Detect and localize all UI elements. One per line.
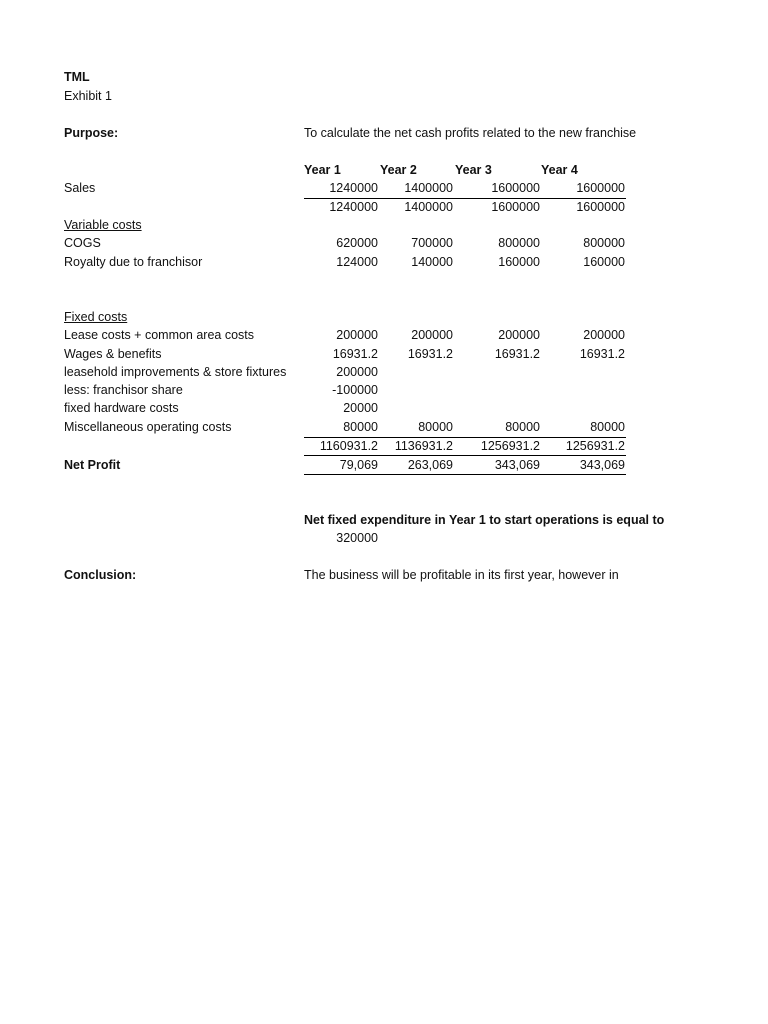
net-profit-underline — [304, 474, 626, 475]
year-header-1: Year 1 — [304, 163, 341, 177]
misc-value: 80000 — [418, 420, 453, 434]
cogs-value: 800000 — [498, 236, 540, 250]
purpose-text: To calculate the net cash profits related to the new franchise — [304, 126, 637, 140]
lease-value: 200000 — [336, 328, 378, 342]
royalty-value: 160000 — [498, 255, 540, 269]
exhibit-label: Exhibit 1 — [64, 89, 112, 103]
sales-total: 1400000 — [404, 200, 453, 214]
sales-total: 1240000 — [329, 200, 378, 214]
net-profit-label: Net Profit — [64, 458, 121, 472]
sales-label: Sales — [64, 181, 96, 195]
misc-value: 80000 — [590, 420, 625, 434]
cogs-value: 700000 — [411, 236, 453, 250]
total-costs-value: 1160931.2 — [319, 439, 378, 453]
leasehold-value: 200000 — [336, 365, 378, 379]
misc-value: 80000 — [343, 420, 378, 434]
sales-value: 1240000 — [329, 181, 378, 195]
royalty-value: 124000 — [336, 255, 378, 269]
royalty-value: 140000 — [411, 255, 453, 269]
cogs-label: COGS — [64, 236, 101, 250]
sales-value: 1600000 — [576, 181, 625, 195]
wages-value: 16931.2 — [579, 347, 625, 361]
net-profit-value: 263,069 — [407, 458, 453, 472]
lease-label: Lease costs + common area costs — [64, 328, 255, 342]
wages-value: 16931.2 — [407, 347, 453, 361]
total-costs-value: 1256931.2 — [480, 439, 540, 453]
net-fixed-text: Net fixed expenditure in Year 1 to start operations is equal to — [304, 513, 665, 527]
misc-label: Miscellaneous operating costs — [64, 420, 232, 434]
cogs-value: 620000 — [336, 236, 378, 250]
net-fixed-value: 320000 — [336, 531, 378, 545]
year-header-2: Year 2 — [380, 163, 417, 177]
hardware-label: fixed hardware costs — [64, 401, 179, 415]
sales-value: 1400000 — [404, 181, 453, 195]
net-profit-value: 343,069 — [494, 458, 540, 472]
franchisor-share-label: less: franchisor share — [64, 383, 183, 397]
wages-label: Wages & benefits — [64, 347, 162, 361]
company-name: TML — [64, 70, 90, 84]
sales-value: 1600000 — [491, 181, 540, 195]
royalty-value: 160000 — [583, 255, 625, 269]
sales-total: 1600000 — [491, 200, 540, 214]
conclusion-label: Conclusion: — [64, 568, 137, 582]
year-header-4: Year 4 — [541, 163, 578, 177]
cogs-value: 800000 — [583, 236, 625, 250]
hardware-value: 20000 — [343, 401, 378, 415]
costs-underline — [304, 437, 626, 438]
misc-value: 80000 — [505, 420, 540, 434]
sales-underline — [304, 198, 626, 199]
wages-value: 16931.2 — [494, 347, 540, 361]
net-profit-value: 79,069 — [339, 458, 378, 472]
franchisor-share-value: -100000 — [332, 383, 378, 397]
royalty-label: Royalty due to franchisor — [64, 255, 203, 269]
purpose-label: Purpose: — [64, 126, 119, 140]
conclusion-text: The business will be profitable in its first year, however in — [304, 568, 619, 582]
lease-value: 200000 — [498, 328, 540, 342]
net-profit-value: 343,069 — [579, 458, 625, 472]
wages-value: 16931.2 — [332, 347, 378, 361]
lease-value: 200000 — [411, 328, 453, 342]
year-header-3: Year 3 — [455, 163, 492, 177]
total-costs-value: 1136931.2 — [394, 439, 453, 453]
total-underline — [304, 455, 626, 456]
leasehold-label: leasehold improvements & store fixtures — [64, 365, 287, 379]
lease-value: 200000 — [583, 328, 625, 342]
total-costs-value: 1256931.2 — [565, 439, 625, 453]
variable-costs-heading: Variable costs — [64, 218, 142, 232]
sales-total: 1600000 — [576, 200, 625, 214]
fixed-costs-heading: Fixed costs — [64, 310, 128, 324]
